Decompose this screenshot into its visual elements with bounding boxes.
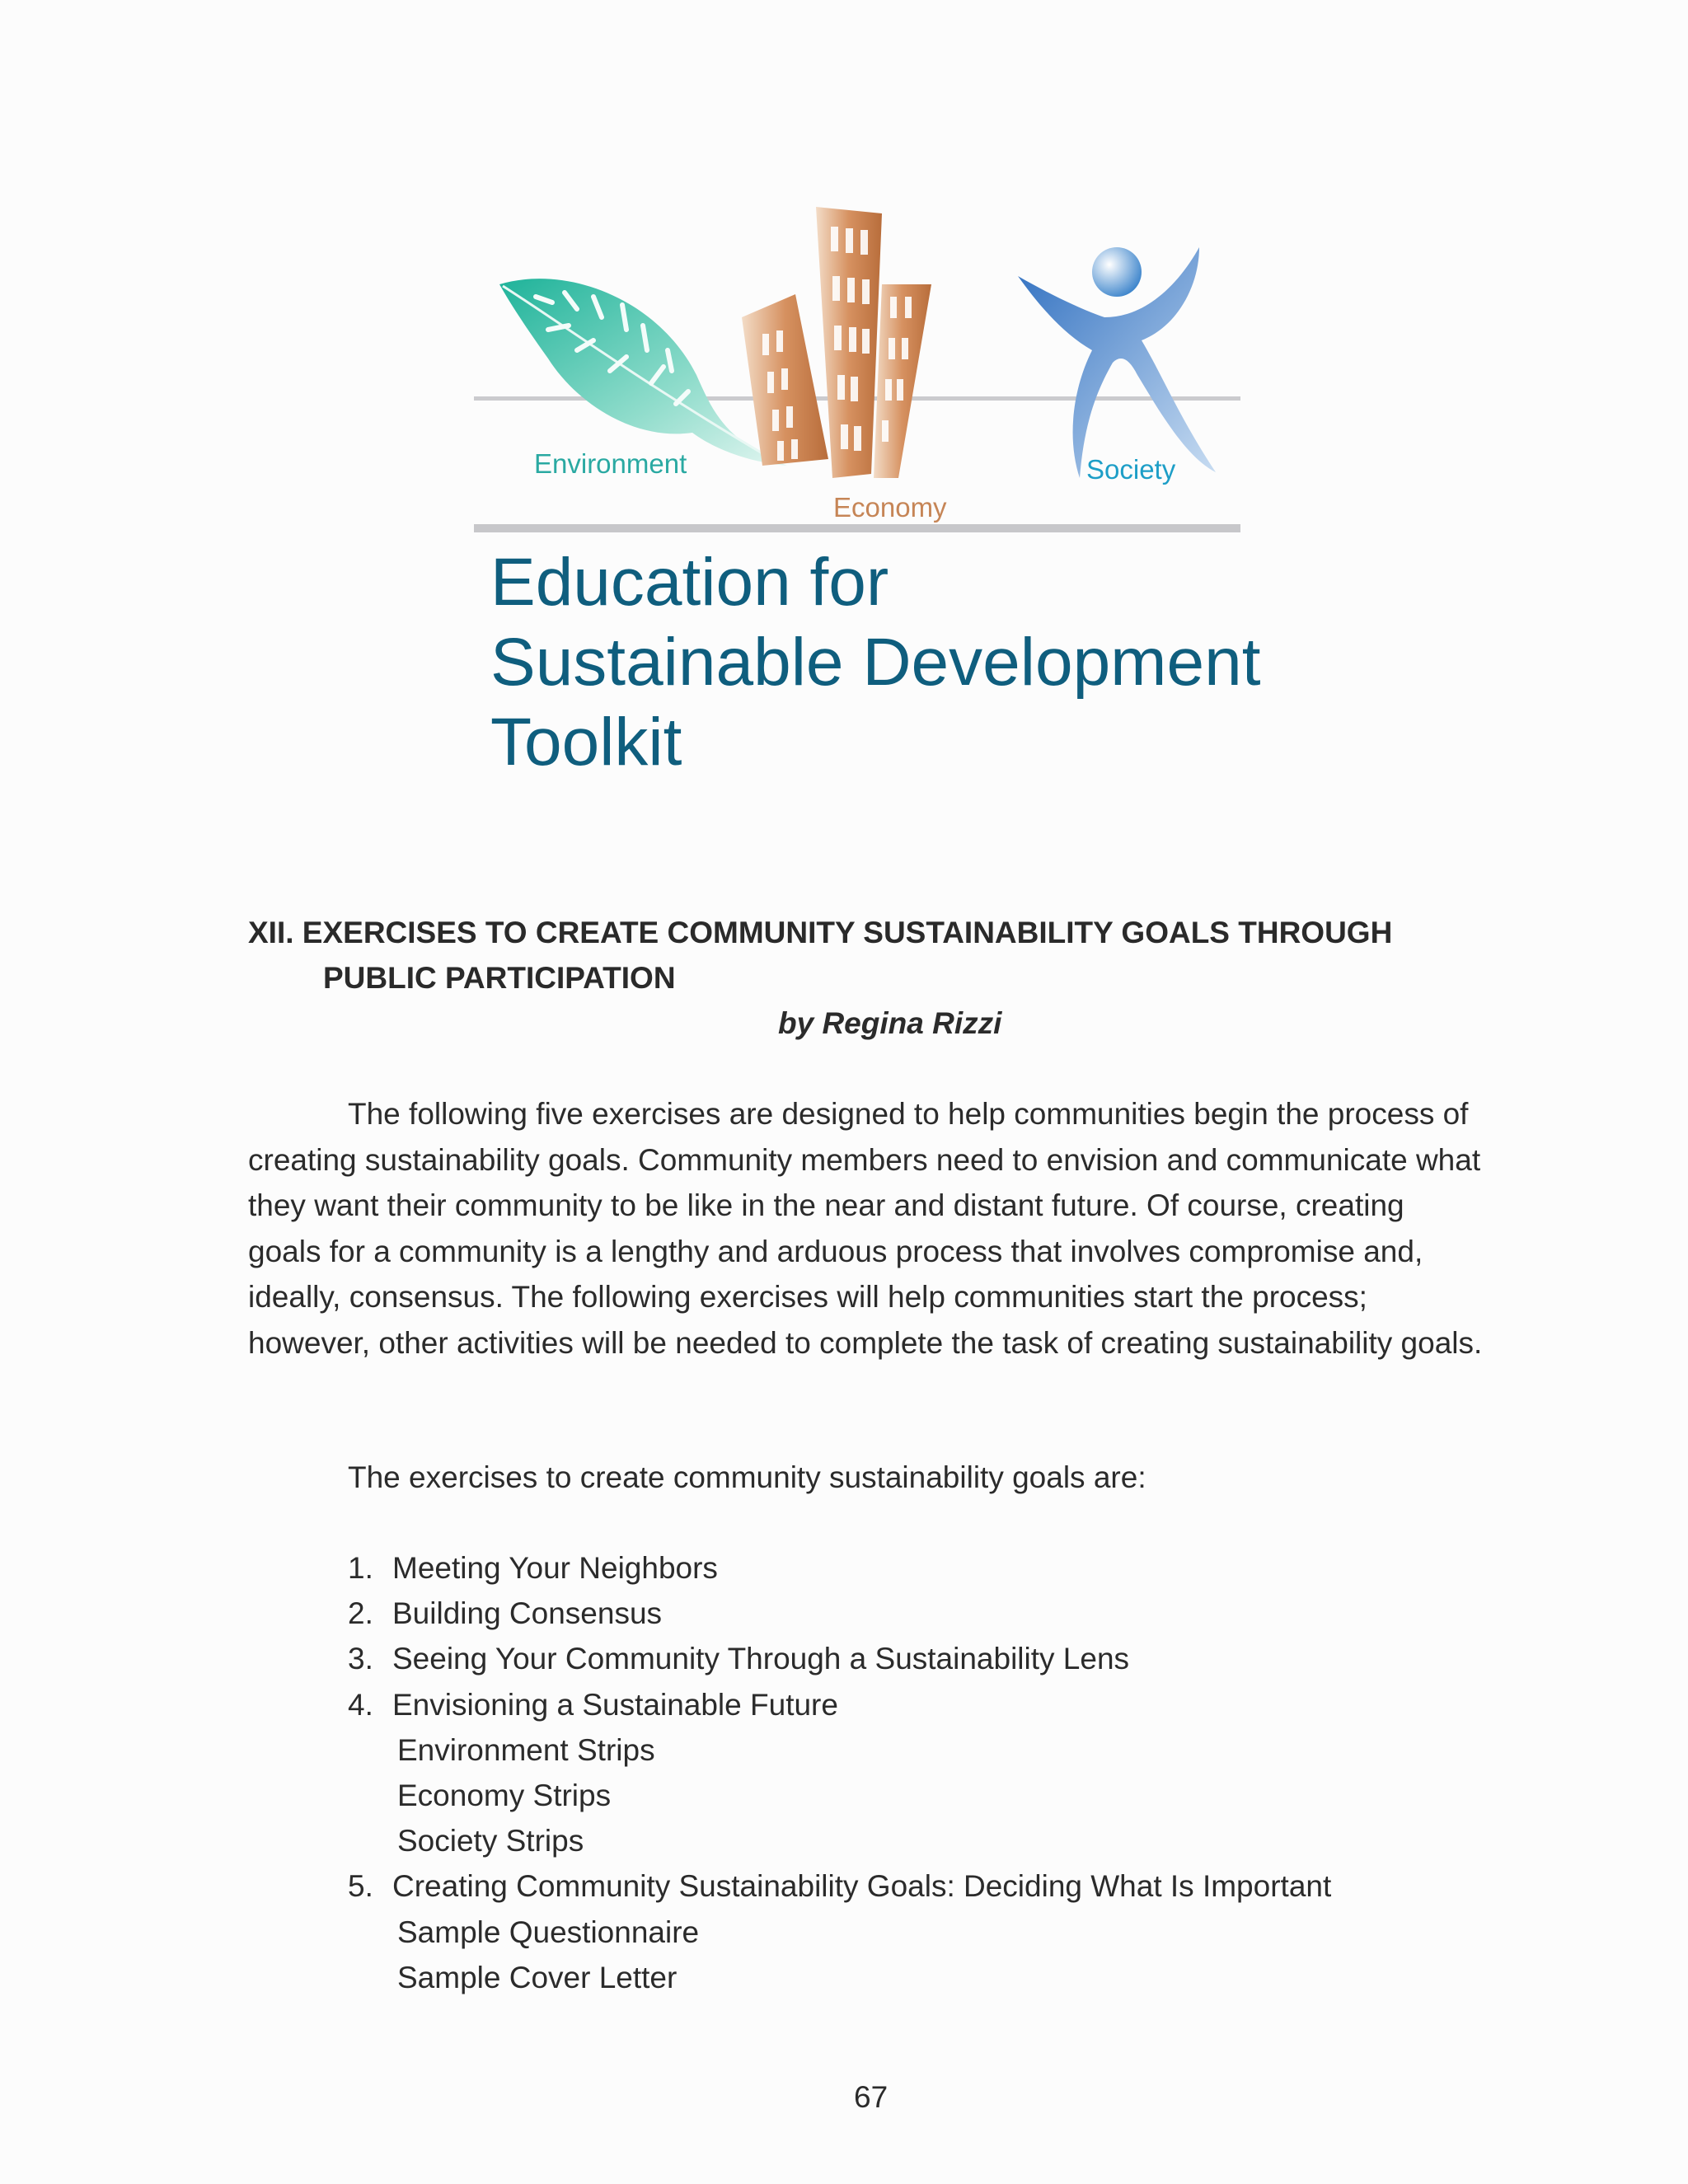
item-number: 3. [348, 1642, 373, 1676]
item-label: Building Consensus [392, 1596, 663, 1631]
item-label: Envisioning a Sustainable Future [392, 1687, 838, 1722]
buildings-icon [742, 207, 931, 478]
item-number: 2. [348, 1596, 373, 1631]
intro-line: ideally, consensus. The following exercises will help communities start the process; [248, 1280, 1367, 1314]
toolkit-title [490, 542, 1260, 782]
intro-line: The following five exercises are designed to help communities begin the process of [348, 1097, 1469, 1131]
exercise-list [348, 1545, 1331, 2000]
leaf-icon [499, 279, 787, 466]
item-label: Seeing Your Community Through a Sustainability Lens [392, 1642, 1130, 1676]
intro-line: they want their community to be like in the near and distant future. Of course, creating [248, 1188, 1404, 1222]
page-number: 67 [854, 2080, 889, 2114]
sub-list-item: Environment Strips [397, 1732, 655, 1767]
author-byline: by Regina Rizzi [778, 1006, 1002, 1040]
intro-line: goals for a community is a lengthy and arduous process that involves compromise and, [248, 1234, 1423, 1268]
item-number: 5. [348, 1869, 373, 1904]
list-item [348, 1636, 1331, 1681]
toolkit-logo [470, 194, 1245, 540]
intro-line: however, other activities will be needed to complete the task of creating sustainability goals. [248, 1325, 1483, 1360]
item-number: 4. [348, 1687, 373, 1722]
item-label: Meeting Your Neighbors [392, 1551, 718, 1585]
section-heading-line2: PUBLIC PARTICIPATION [323, 961, 676, 995]
sub-list-item: Sample Questionnaire [397, 1915, 700, 1949]
list-item [348, 1863, 1331, 1909]
society-label: Society [1086, 454, 1176, 485]
sub-list-item: Sample Cover Letter [397, 1960, 678, 1994]
title-line: Education for [490, 545, 889, 620]
sub-list-item: Society Strips [397, 1824, 584, 1858]
list-item [348, 1545, 1331, 1591]
item-number: 1. [348, 1551, 373, 1585]
section-heading [248, 910, 1392, 1001]
list-item [348, 1591, 1331, 1636]
section-heading-line1: XII. EXERCISES TO CREATE COMMUNITY SUSTAINABILITY GOALS THROUGH [248, 916, 1393, 949]
item-label: Creating Community Sustainability Goals: Deciding What Is Important [392, 1869, 1332, 1904]
list-intro: The exercises to create community sustainability goals are: [348, 1460, 1146, 1494]
list-item [348, 1682, 1331, 1727]
environment-label: Environment [534, 448, 687, 479]
intro-paragraph [248, 1091, 1482, 1366]
intro-line: creating sustainability goals. Community members need to envision and communicate what [248, 1142, 1481, 1177]
person-icon [1018, 247, 1216, 478]
title-line: Toolkit [490, 705, 682, 780]
sub-list-item: Economy Strips [397, 1779, 612, 1813]
base-rule [474, 524, 1240, 532]
title-line: Sustainable Development [490, 625, 1261, 700]
economy-label: Economy [833, 492, 947, 523]
